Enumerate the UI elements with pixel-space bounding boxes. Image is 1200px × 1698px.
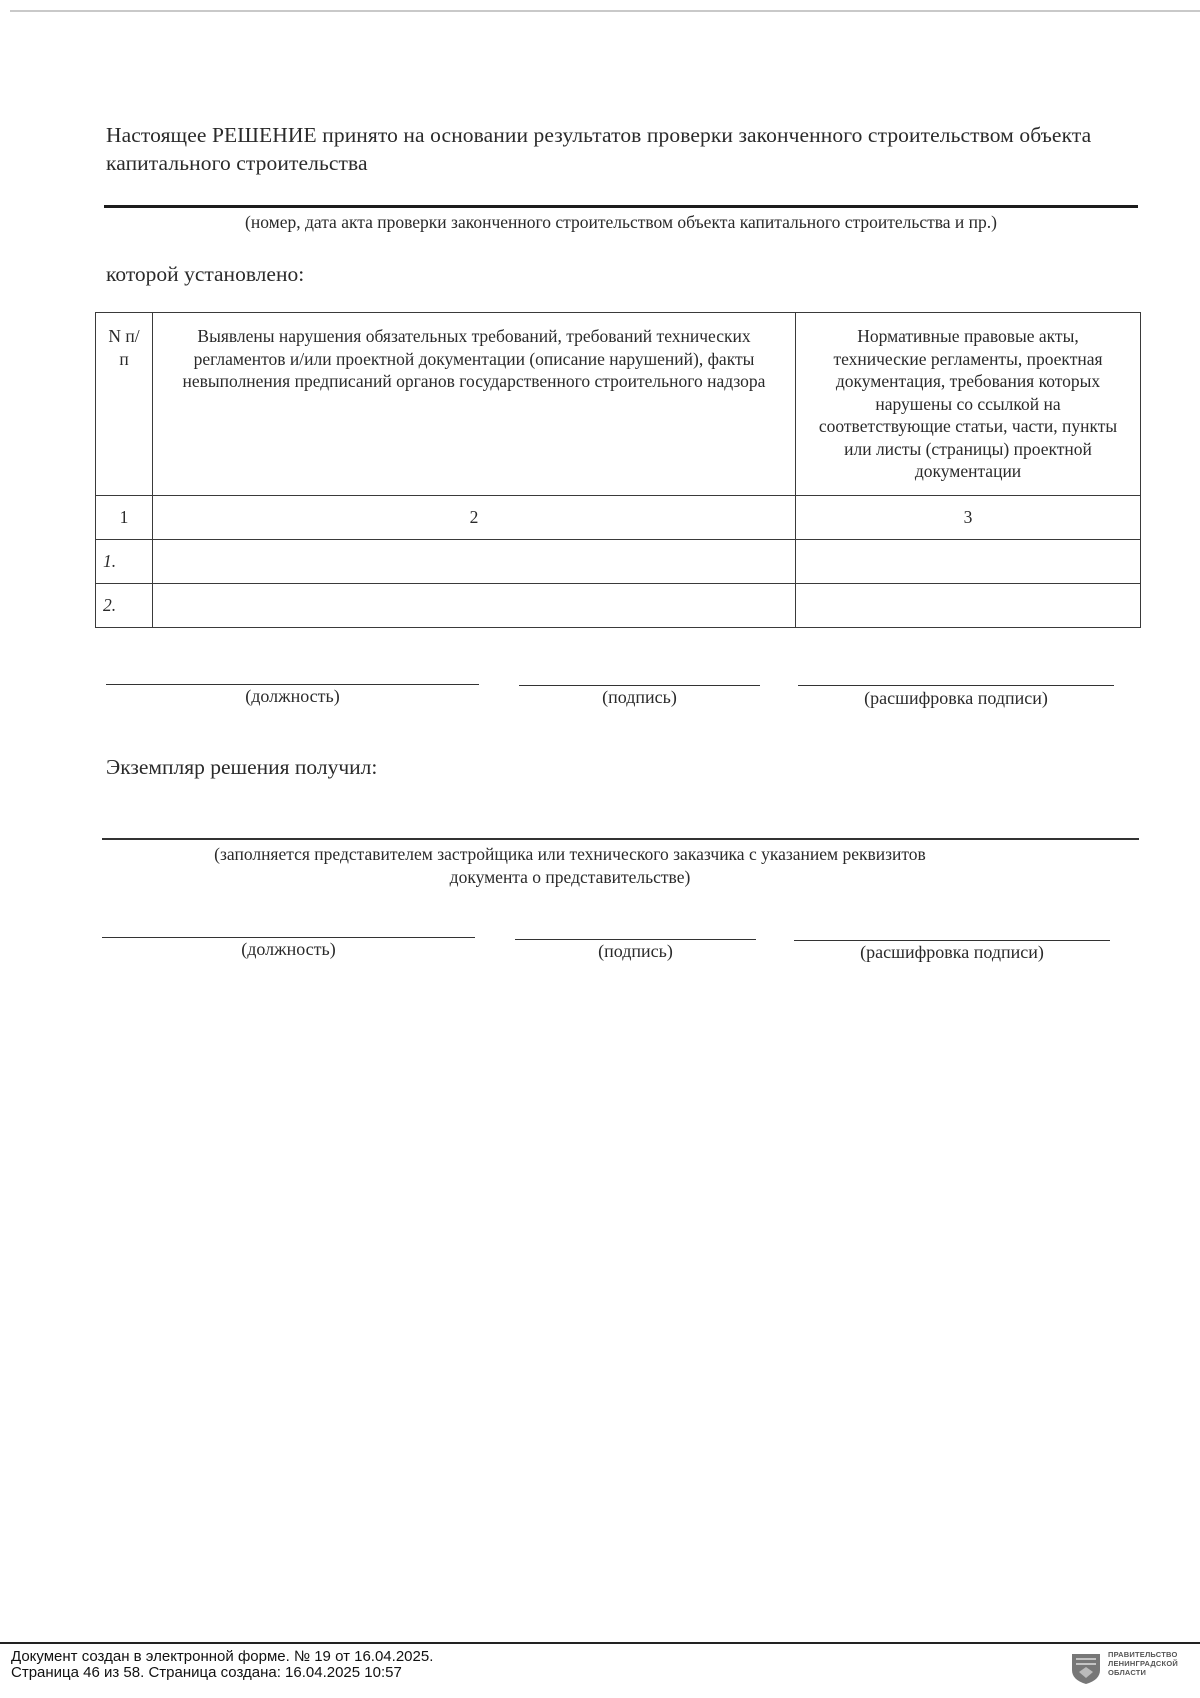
scan-top-edge — [10, 10, 1200, 12]
decoding-line — [798, 685, 1114, 686]
row-description-cell[interactable] — [153, 584, 796, 628]
column-number: 1 — [96, 496, 153, 540]
representative-caption: (заполняется представителем застройщика или технического заказчика с указанием реквизитов документа о представительстве) — [214, 844, 926, 887]
header-violations — [153, 313, 796, 496]
row-reference-cell[interactable] — [796, 540, 1141, 584]
act-fill-line — [104, 205, 1138, 208]
column-number: 2 — [153, 496, 796, 540]
copy-received-label: Экземпляр решения получил: — [106, 755, 378, 779]
representative-fill-line — [102, 838, 1139, 840]
position-label: (должность) — [245, 686, 340, 706]
column-number: 3 — [796, 496, 1141, 540]
position-label: (должность) — [241, 939, 336, 959]
table-header-row — [96, 313, 1141, 496]
row-index: 1. — [96, 540, 153, 584]
decoding-label: (расшифровка подписи) — [864, 688, 1048, 708]
header-references-text: Нормативные правовые акты, технические регламенты, проектная документация, требования которых нарушены со ссылкой на соответствующие статьи, части, пункты или листы (страницы) проектной документации — [818, 326, 1118, 481]
row-index: 2. — [96, 584, 153, 628]
intro-text: Настоящее РЕШЕНИЕ принято на основании результатов проверки законченного строительством объекта капитального строительства — [106, 123, 1092, 175]
signature-label: (подпись) — [598, 941, 673, 961]
footer-line-2: Страница 46 из 58. Страница создана: 16.04.2025 10:57 — [11, 1664, 402, 1681]
table-row — [96, 540, 1141, 584]
act-caption: (номер, дата акта проверки законченного строительством объекта капитального строительства и пр.) — [245, 212, 997, 232]
row-reference-cell[interactable] — [796, 584, 1141, 628]
established-label: которой установлено: — [106, 262, 305, 286]
header-number — [96, 313, 153, 496]
violations-table — [95, 312, 1141, 628]
logo-text: ПРАВИТЕЛЬСТВО ЛЕНИНГРАДСКОЙ ОБЛАСТИ — [1108, 1650, 1178, 1677]
footer-info — [11, 1649, 433, 1681]
table-row — [96, 584, 1141, 628]
column-numbers-row — [96, 496, 1141, 540]
footer-rule — [0, 1642, 1200, 1644]
decoding-label: (расшифровка подписи) — [860, 942, 1044, 962]
signature-label: (подпись) — [602, 687, 677, 707]
row-description-cell[interactable] — [153, 540, 796, 584]
header-number-text: N п/п — [108, 326, 140, 369]
header-references — [796, 313, 1141, 496]
header-violations-text: Выявлены нарушения обязательных требований, требований технических регламентов и/или проектной документации (описание нарушений), факты невыполнения предписаний органов государственного строительного надзора — [182, 326, 766, 391]
footer-line-1: Документ создан в электронной форме. № 19 от 16.04.2025. — [11, 1648, 434, 1665]
